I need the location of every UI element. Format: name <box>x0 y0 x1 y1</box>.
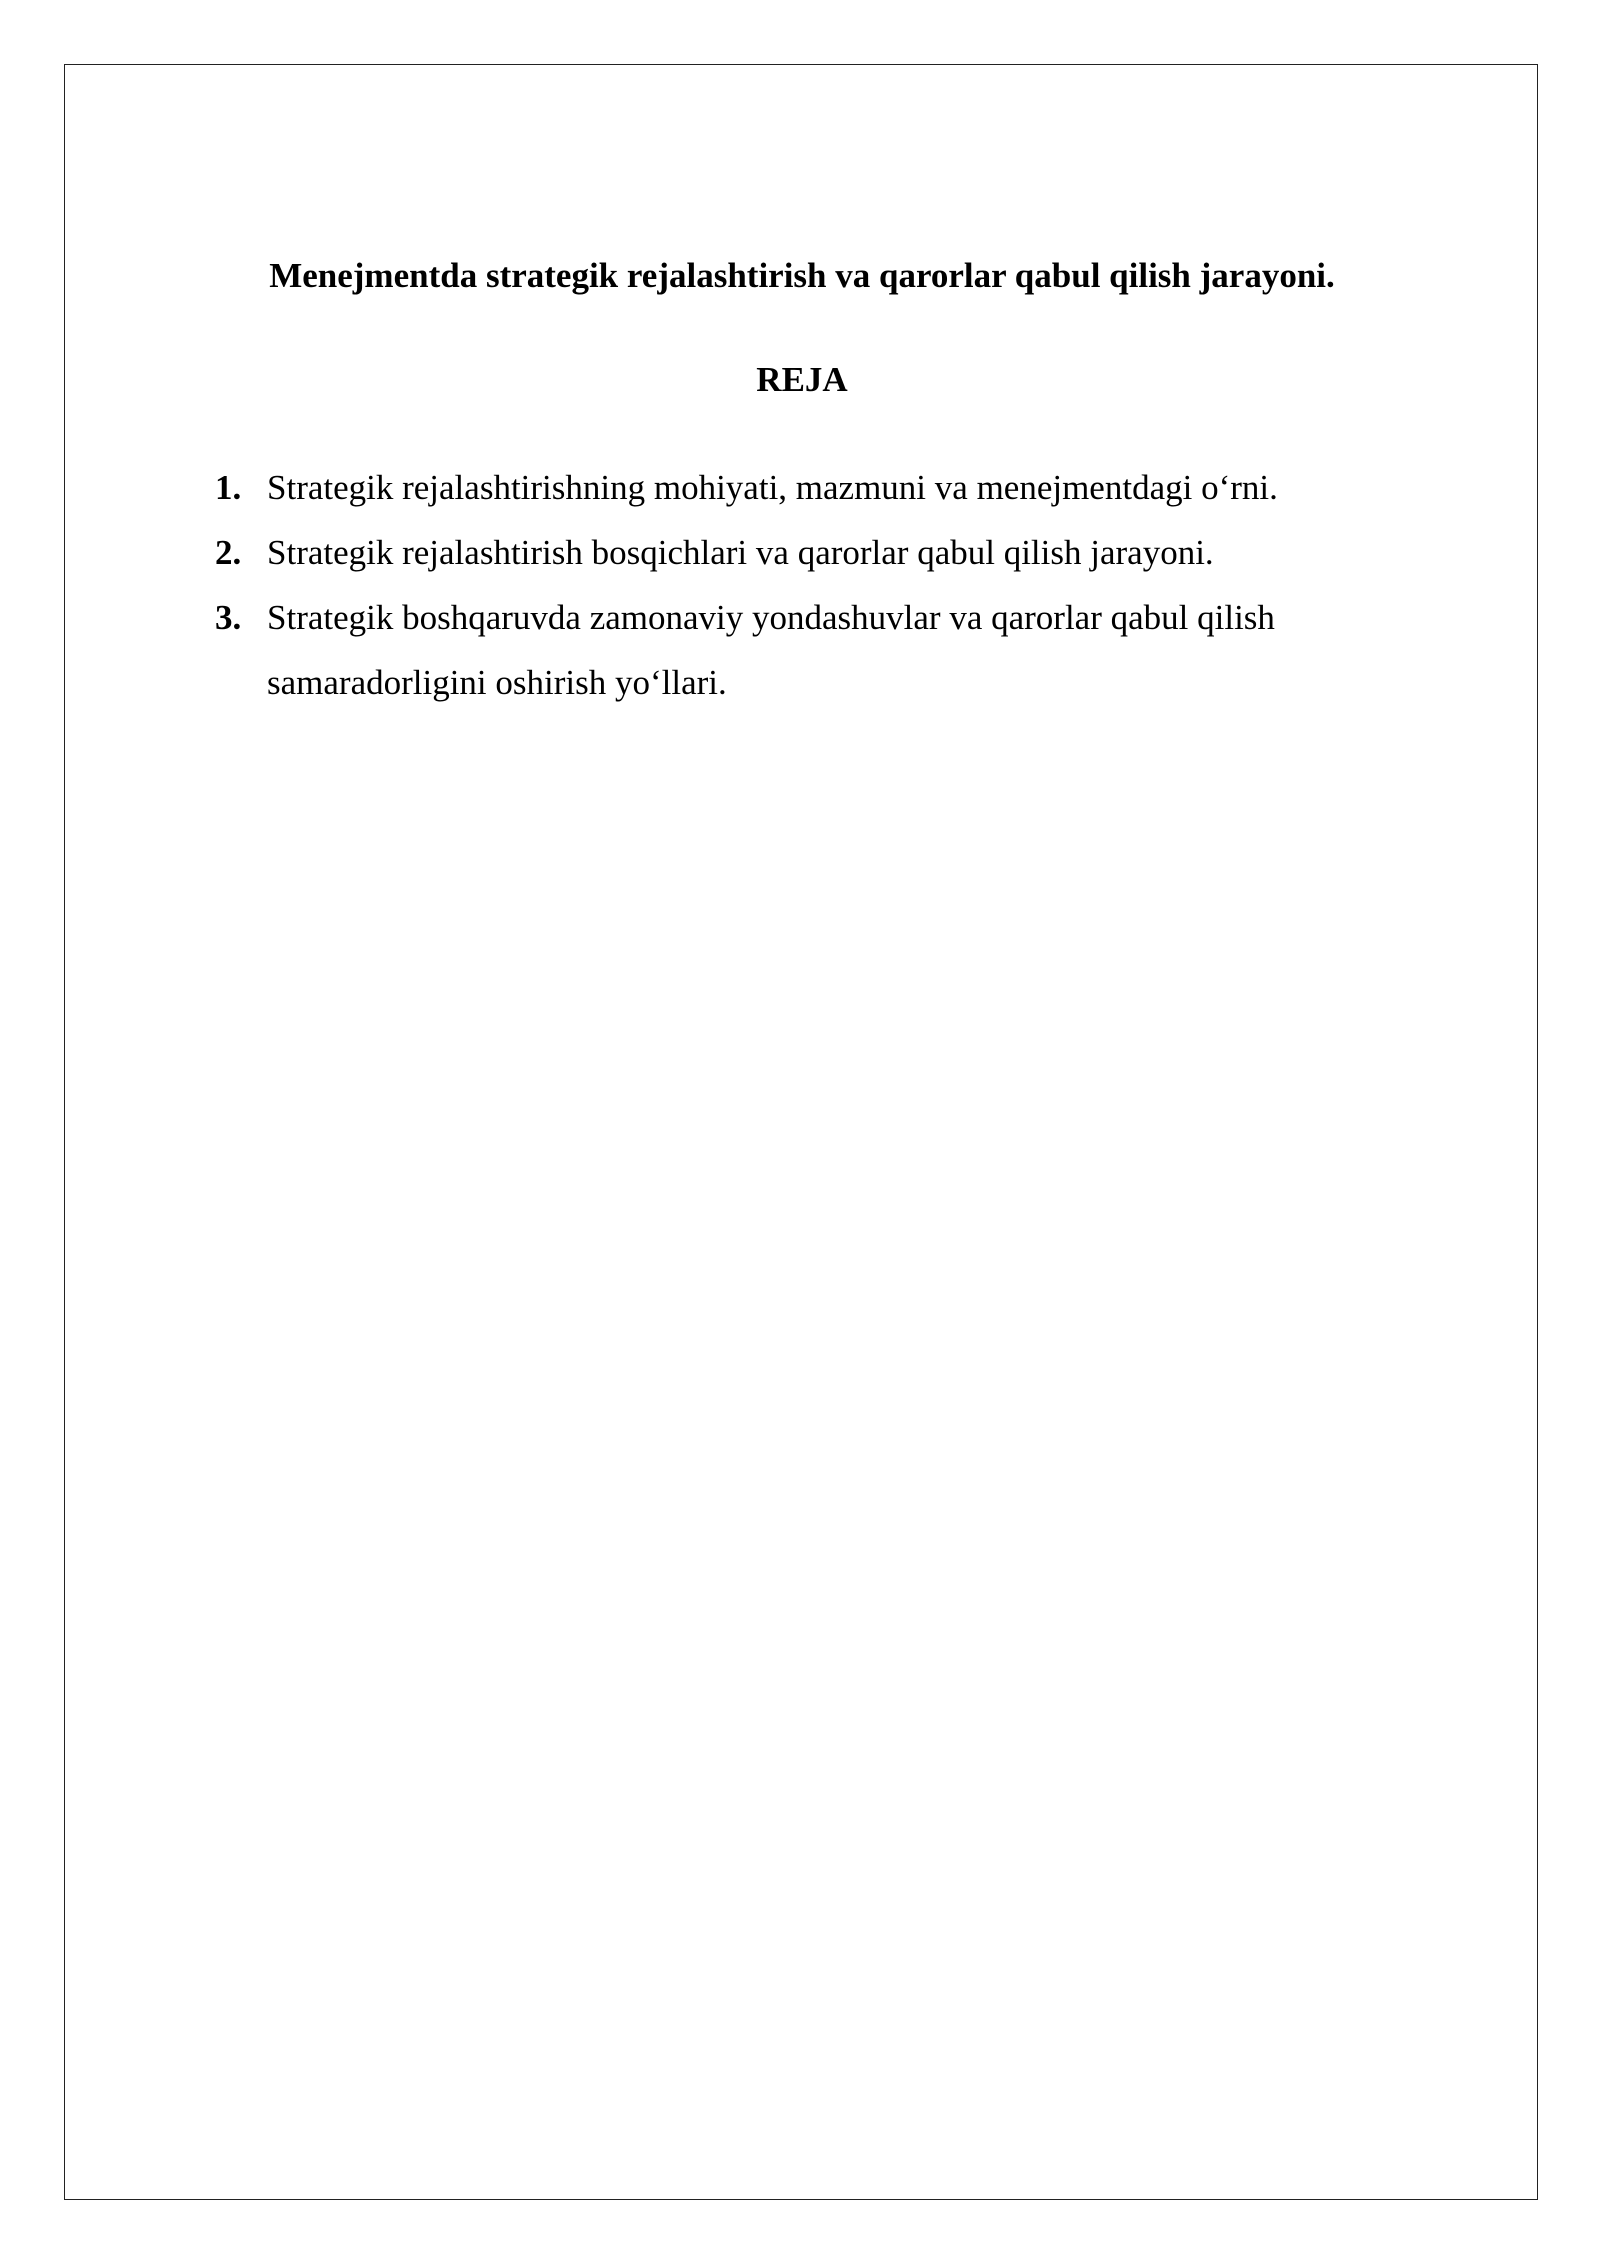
plan-item-number: 3. <box>215 598 242 637</box>
plan-item-number: 2. <box>215 533 242 572</box>
page-border-frame <box>64 64 1538 2200</box>
plan-item-1 <box>215 455 1435 520</box>
plan-item-text: Strategik rejalashtirish bosqichlari va qarorlar qabul qilish jarayoni. <box>267 533 1214 572</box>
plan-item-3 <box>215 585 1435 715</box>
document-title: Menejmentda strategik rejalashtirish va qarorlar qabul qilish jarayoni. <box>269 256 1335 295</box>
plan-item-2 <box>215 520 1435 585</box>
plan-heading: REJA <box>756 360 848 399</box>
plan-item-text: Strategik boshqaruvda zamonaviy yondashuvlar va qarorlar qabul qilish samaradorligini oshirish yo‘llari. <box>267 598 1275 702</box>
plan-item-number: 1. <box>215 468 242 507</box>
plan-item-text: Strategik rejalashtirishning mohiyati, mazmuni va menejmentdagi o‘rni. <box>267 468 1278 507</box>
plan-list <box>215 455 1435 715</box>
